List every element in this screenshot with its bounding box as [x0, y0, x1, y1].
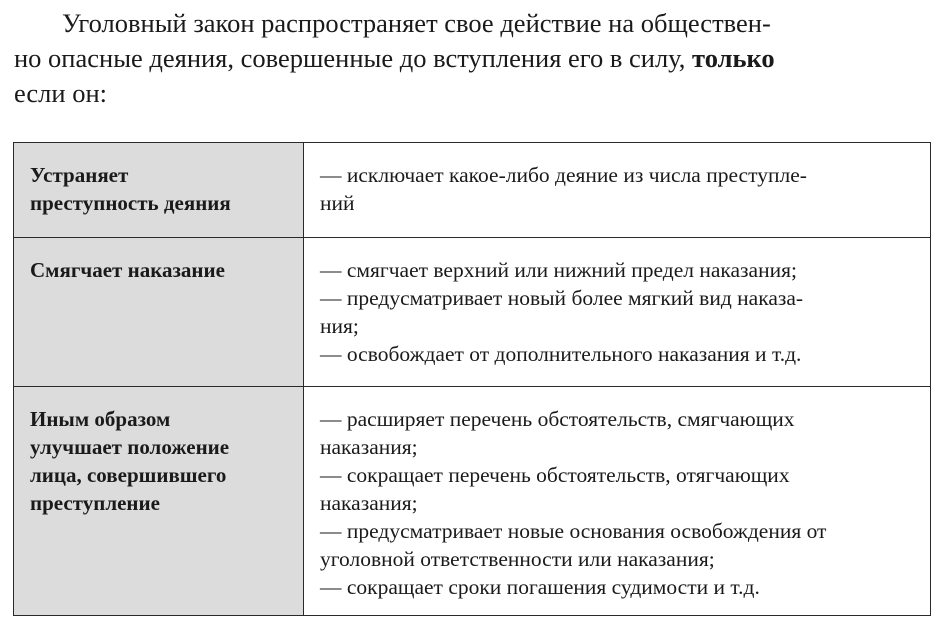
- description-line: ния;: [320, 314, 359, 338]
- description-line: — предусматривает новые основания освобождения от: [320, 519, 827, 543]
- description-line: уголовной ответственности или наказания;: [320, 547, 715, 571]
- description-line: ний: [320, 191, 355, 215]
- intro-part-1: Уголовный закон распространяет свое действие на обществен-: [62, 8, 771, 38]
- description-line: — предусматривает новый более мягкий вид наказа-: [320, 286, 804, 310]
- term-line: преступление: [30, 491, 160, 515]
- description-cell: [304, 143, 931, 238]
- description-line: наказания;: [320, 491, 418, 515]
- term-cell: [14, 238, 304, 387]
- description-line: — расширяет перечень обстоятельств, смягчающих: [320, 407, 795, 431]
- description-line: — смягчает верхний или нижний предел наказания;: [320, 258, 797, 282]
- term-line: лица, совершившего: [30, 463, 227, 487]
- intro-part-2: но опасные деяния, совершенные до вступления его в силу,: [14, 43, 693, 73]
- term-line: Иным образом: [30, 407, 171, 431]
- description-line: наказания;: [320, 435, 418, 459]
- intro-paragraph: [14, 6, 932, 111]
- table-row: [14, 387, 931, 616]
- term-line: улучшает положение: [30, 435, 230, 459]
- description-line: — сокращает перечень обстоятельств, отягчающих: [320, 463, 790, 487]
- intro-part-3: если он:: [14, 78, 108, 108]
- description-cell: [304, 238, 931, 387]
- term-line: Смягчает наказание: [30, 258, 225, 282]
- description-cell: [304, 387, 931, 616]
- term-cell: [14, 387, 304, 616]
- term-cell: [14, 143, 304, 238]
- retroactivity-table: [13, 142, 931, 616]
- description-line: — исключает какое-либо деяние из числа преступле-: [320, 163, 807, 187]
- term-line: преступность деяния: [30, 191, 231, 215]
- table-row: [14, 238, 931, 387]
- description-line: — освобождает от дополнительного наказания и т.д.: [320, 342, 802, 366]
- term-line: Устраняет: [30, 163, 129, 187]
- description-line: — сокращает сроки погашения судимости и т.д.: [320, 575, 760, 599]
- intro-emphasis: только: [692, 43, 775, 73]
- table-row: [14, 143, 931, 238]
